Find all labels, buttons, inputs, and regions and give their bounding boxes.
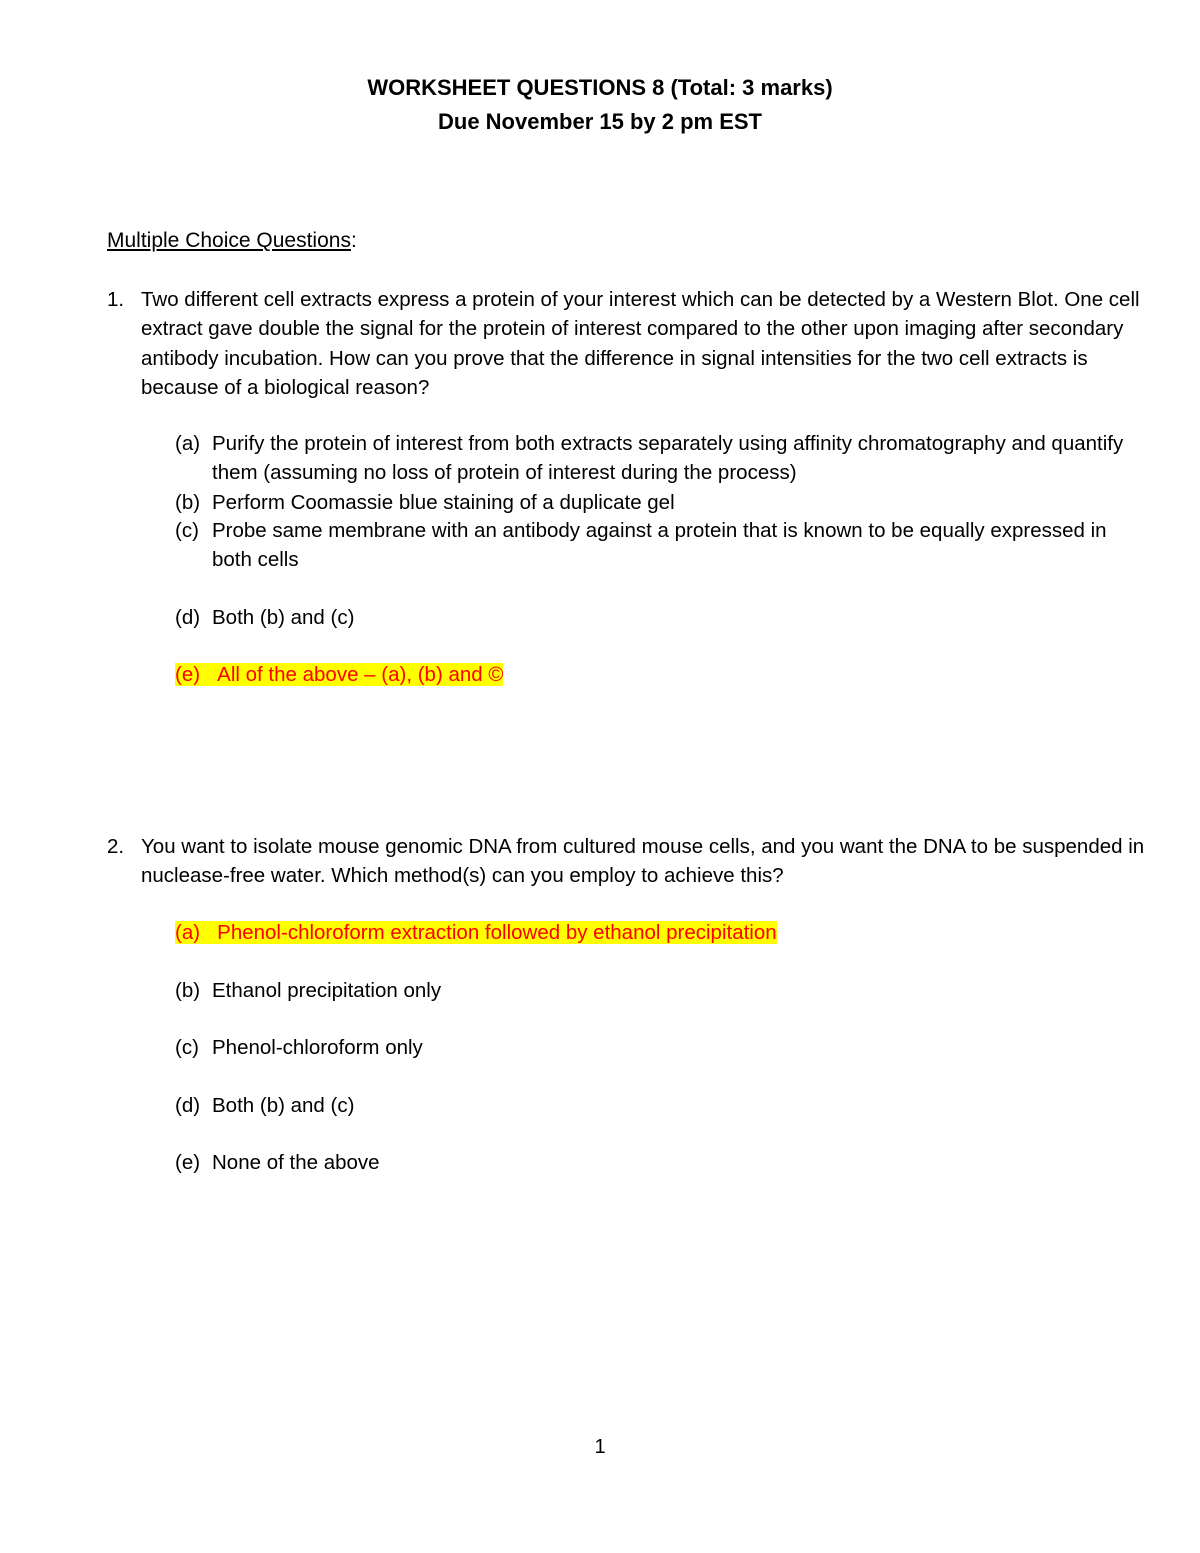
due-date: Due November 15 by 2 pm EST — [438, 109, 762, 134]
question-2-option-b — [175, 976, 1135, 1005]
option-letter: (e) — [175, 663, 201, 686]
option-text: None of the above — [212, 1151, 380, 1174]
question-1 — [107, 285, 1147, 402]
option-letter: (b) — [175, 979, 201, 1002]
answer-highlight — [175, 921, 777, 944]
option-text: Phenol-chloroform extraction followed by ethanol precipitation — [217, 921, 777, 944]
question-number: 2. — [107, 835, 125, 858]
page-number: 1 — [594, 1436, 606, 1458]
option-text: Probe same membrane with an antibody against a protein that is known to be equally expressed in both cells — [212, 519, 1107, 572]
option-letter: (a) — [175, 432, 201, 455]
question-2-option-a-answer — [175, 918, 1135, 947]
question-2-option-d — [175, 1091, 1135, 1120]
option-text: Ethanol precipitation only — [212, 979, 442, 1002]
question-1-option-c — [175, 516, 1135, 575]
question-1-option-e-answer — [175, 660, 1135, 689]
question-text: You want to isolate mouse genomic DNA from cultured mouse cells, and you want the DNA to be suspended in nuclease-free water. Which method(s) can you employ to achieve this? — [141, 835, 1145, 888]
question-number: 1. — [107, 288, 125, 311]
option-text: Perform Coomassie blue staining of a duplicate gel — [212, 491, 675, 514]
option-letter: (e) — [175, 1151, 201, 1174]
option-text: Phenol-chloroform only — [212, 1036, 423, 1059]
question-1-option-b — [175, 488, 1135, 517]
answer-highlight — [175, 663, 503, 686]
option-text: Purify the protein of interest from both extracts separately using affinity chromatography and quantify them (assuming no loss of protein of interest during the process) — [212, 432, 1124, 485]
question-1-option-d — [175, 603, 1135, 632]
option-letter: (c) — [175, 519, 199, 542]
question-2-option-c — [175, 1033, 1135, 1062]
section-heading-text: Multiple Choice Questions — [107, 229, 351, 252]
option-letter: (a) — [175, 921, 201, 944]
option-letter: (d) — [175, 1094, 201, 1117]
option-text: Both (b) and (c) — [212, 1094, 355, 1117]
section-heading-colon: : — [350, 229, 357, 252]
question-1-option-a — [175, 429, 1135, 488]
option-letter: (b) — [175, 491, 201, 514]
question-2 — [107, 832, 1147, 891]
question-2-option-e — [175, 1148, 1135, 1177]
question-text: Two different cell extracts express a protein of your interest which can be detected by a Western Blot. One cell extract gave double the signal for the protein of interest compared to the other upon imaging after secondary antibody incubation. How can you prove that the difference in signal intensities for the two cell extracts is because of a biological reason? — [141, 288, 1140, 399]
option-text: Both (b) and (c) — [212, 606, 355, 629]
option-letter: (d) — [175, 606, 201, 629]
section-heading — [107, 227, 357, 255]
option-text: All of the above – (a), (b) and © — [217, 663, 504, 686]
worksheet-title: WORKSHEET QUESTIONS 8 (Total: 3 marks) — [367, 75, 833, 100]
option-letter: (c) — [175, 1036, 199, 1059]
